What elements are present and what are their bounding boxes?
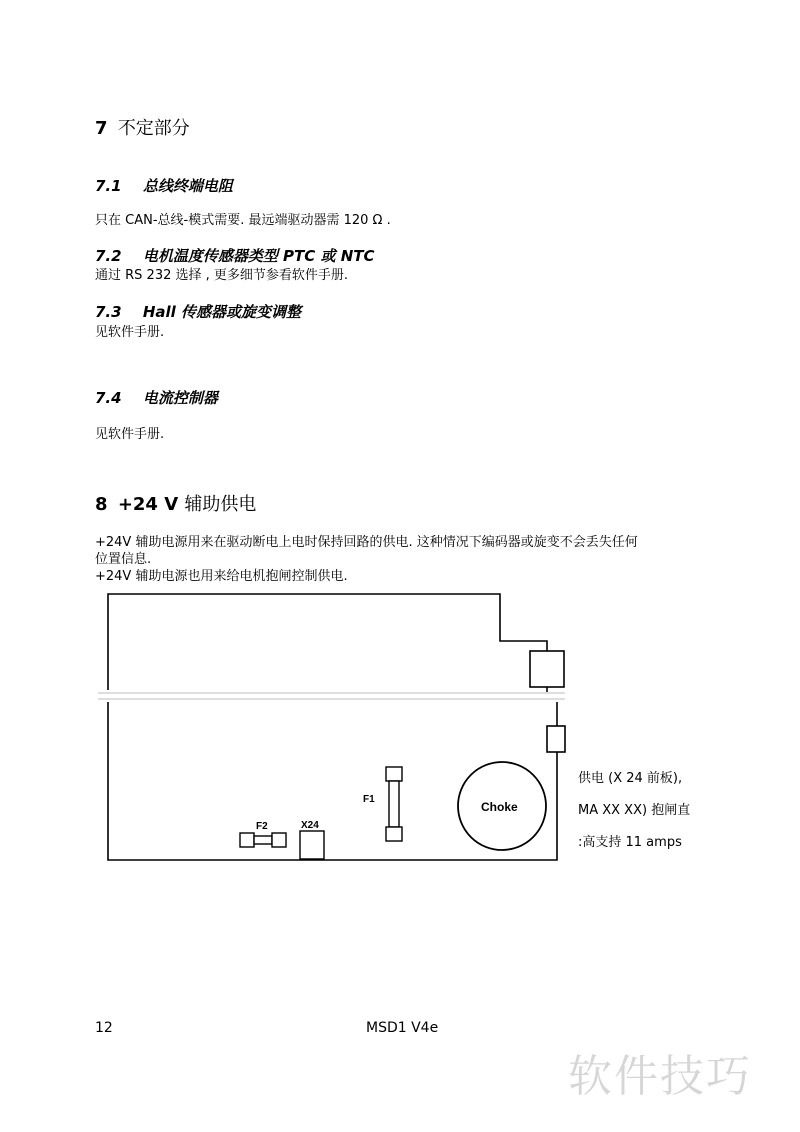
document-id: MSD1 V4e	[366, 1020, 439, 1036]
choke-label: Choke	[481, 800, 518, 814]
section-8-paragraph-2: +24V 辅助电源也用来给电机抱闸控制供电.	[95, 569, 348, 584]
diagram-side-text-2: MA XX XX) 抱闸直	[578, 803, 691, 818]
watermark: 软件技巧	[568, 1051, 752, 1102]
subsection-number: 7.3	[95, 303, 122, 321]
section-title: 不定部分	[117, 118, 190, 139]
f2-fuse-cap-right	[272, 833, 286, 847]
section-title-cn: 辅助供电	[184, 494, 257, 515]
section-number: 8	[95, 494, 108, 515]
section-title-bold: +24 V	[117, 494, 179, 515]
f2-label: F2	[256, 821, 268, 832]
housing-upper-outline	[108, 594, 547, 690]
subsection-7-4-text: 见软件手册.	[95, 427, 165, 442]
section-number: 7	[95, 118, 108, 139]
f2-fuse-body	[254, 836, 272, 844]
f1-fuse-cap-bottom	[386, 827, 402, 841]
x24-connector	[300, 831, 324, 859]
f1-fuse-cap-top	[386, 767, 402, 781]
subsection-title: 电机温度传感器类型 PTC 或 NTC	[142, 247, 375, 265]
subsection-7-2-text: 通过 RS 232 选择 , 更多细节参看软件手册.	[95, 268, 349, 283]
diagram-side-text-3: :高支持 11 amps	[578, 835, 682, 850]
small-connector	[547, 726, 565, 752]
subsection-7-1-text: 只在 CAN-总线-模式需要. 最远端驱动器需 120 Ω .	[95, 213, 391, 228]
subsection-title: 总线终端电阻	[142, 177, 233, 195]
f1-label: F1	[363, 794, 375, 805]
subsection-number: 7.2	[95, 247, 122, 265]
top-connector	[530, 651, 564, 687]
subsection-7-3-text: 见软件手册.	[95, 325, 165, 340]
f2-fuse-cap-left	[240, 833, 254, 847]
section-8-paragraph-1-line-2: 位置信息.	[95, 552, 152, 567]
f1-fuse-body	[389, 781, 399, 827]
subsection-title: Hall 传感器或旋变调整	[142, 303, 301, 321]
page-number: 12	[95, 1020, 113, 1036]
subsection-number: 7.1	[95, 177, 122, 195]
subsection-title: 电流控制器	[142, 389, 218, 407]
x24-label: X24	[301, 820, 319, 831]
section-8-paragraph-1-line-1: +24V 辅助电源用来在驱动断电上电时保持回路的供电. 这种情况下编码器或旋变不会丢失任何	[95, 535, 638, 550]
diagram-side-text-1: 供电 (X 24 前板),	[578, 771, 683, 786]
subsection-number: 7.4	[95, 389, 122, 407]
